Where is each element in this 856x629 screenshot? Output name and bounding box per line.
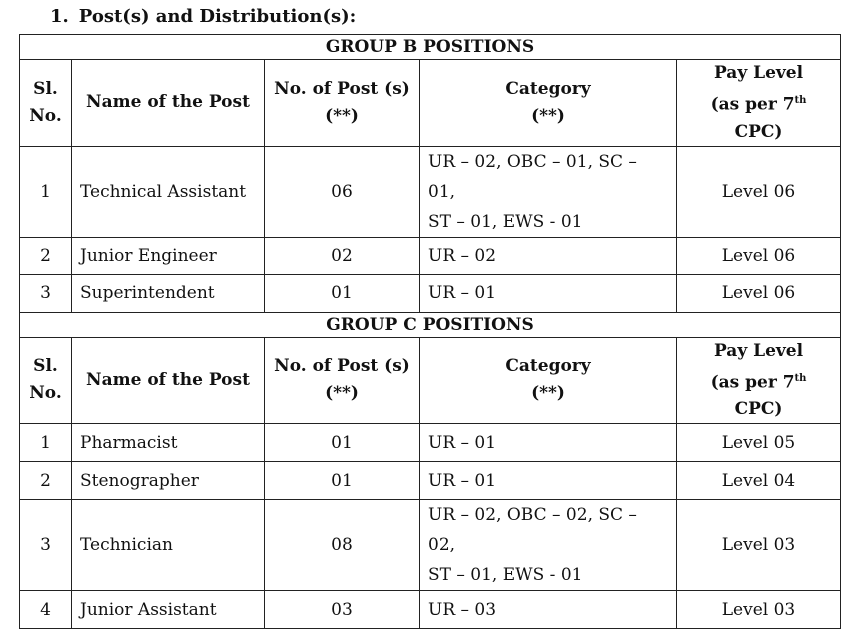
cell-sl: 3 xyxy=(20,500,72,591)
cell-name: Technical Assistant xyxy=(72,146,265,237)
cell-sl: 3 xyxy=(20,274,72,312)
cell-pay: Level 05 xyxy=(677,424,841,462)
cell-category: UR – 02, OBC – 01, SC – 01, ST – 01, EWS - 01 xyxy=(420,146,677,237)
header-name: Name of the Post xyxy=(72,337,265,424)
section-number: 1. xyxy=(50,6,69,27)
header-name: Name of the Post xyxy=(72,60,265,147)
cell-pay: Level 03 xyxy=(677,591,841,629)
posts-table xyxy=(19,34,841,629)
table-row xyxy=(20,424,841,462)
header-category: Category (**) xyxy=(420,60,677,147)
header-sl: Sl. No. xyxy=(20,60,72,147)
cell-name: Pharmacist xyxy=(72,424,265,462)
cell-name: Junior Engineer xyxy=(72,237,265,274)
header-pay: Pay Level (as per 7th CPC) xyxy=(677,60,841,147)
cell-category: UR – 01 xyxy=(420,424,677,462)
cell-name: Junior Assistant xyxy=(72,591,265,629)
cell-posts: 08 xyxy=(265,500,420,591)
header-posts: No. of Post (s) (**) xyxy=(265,60,420,147)
cell-category: UR – 02 xyxy=(420,237,677,274)
header-category: Category (**) xyxy=(420,337,677,424)
cell-pay: Level 04 xyxy=(677,462,841,500)
cell-posts: 02 xyxy=(265,237,420,274)
group-c-title-row xyxy=(20,312,841,337)
group-c-title: GROUP C POSITIONS xyxy=(20,312,841,337)
cell-sl: 1 xyxy=(20,146,72,237)
cell-category: UR – 02, OBC – 02, SC – 02, ST – 01, EWS - 01 xyxy=(420,500,677,591)
cell-category: UR – 01 xyxy=(420,462,677,500)
cell-sl: 4 xyxy=(20,591,72,629)
table-row xyxy=(20,500,841,591)
cell-category: UR – 03 xyxy=(420,591,677,629)
table-row xyxy=(20,462,841,500)
cell-pay: Level 06 xyxy=(677,146,841,237)
cell-sl: 2 xyxy=(20,462,72,500)
cell-posts: 01 xyxy=(265,274,420,312)
header-sl: Sl. No. xyxy=(20,337,72,424)
group-b-title: GROUP B POSITIONS xyxy=(20,35,841,60)
cell-posts: 06 xyxy=(265,146,420,237)
header-posts: No. of Post (s) (**) xyxy=(265,337,420,424)
table-header-row xyxy=(20,337,841,424)
section-heading xyxy=(50,6,356,27)
cell-sl: 2 xyxy=(20,237,72,274)
table-header-row xyxy=(20,60,841,147)
cell-category: UR – 01 xyxy=(420,274,677,312)
cell-pay: Level 06 xyxy=(677,237,841,274)
cell-pay: Level 06 xyxy=(677,274,841,312)
section-title: Post(s) and Distribution(s): xyxy=(78,6,357,27)
header-pay: Pay Level (as per 7th CPC) xyxy=(677,337,841,424)
cell-pay: Level 03 xyxy=(677,500,841,591)
table-row xyxy=(20,237,841,274)
cell-posts: 01 xyxy=(265,462,420,500)
cell-name: Technician xyxy=(72,500,265,591)
cell-posts: 01 xyxy=(265,424,420,462)
table-row xyxy=(20,591,841,629)
cell-name: Stenographer xyxy=(72,462,265,500)
table-row xyxy=(20,146,841,237)
cell-name: Superintendent xyxy=(72,274,265,312)
cell-posts: 03 xyxy=(265,591,420,629)
group-b-title-row xyxy=(20,35,841,60)
cell-sl: 1 xyxy=(20,424,72,462)
table-row xyxy=(20,274,841,312)
